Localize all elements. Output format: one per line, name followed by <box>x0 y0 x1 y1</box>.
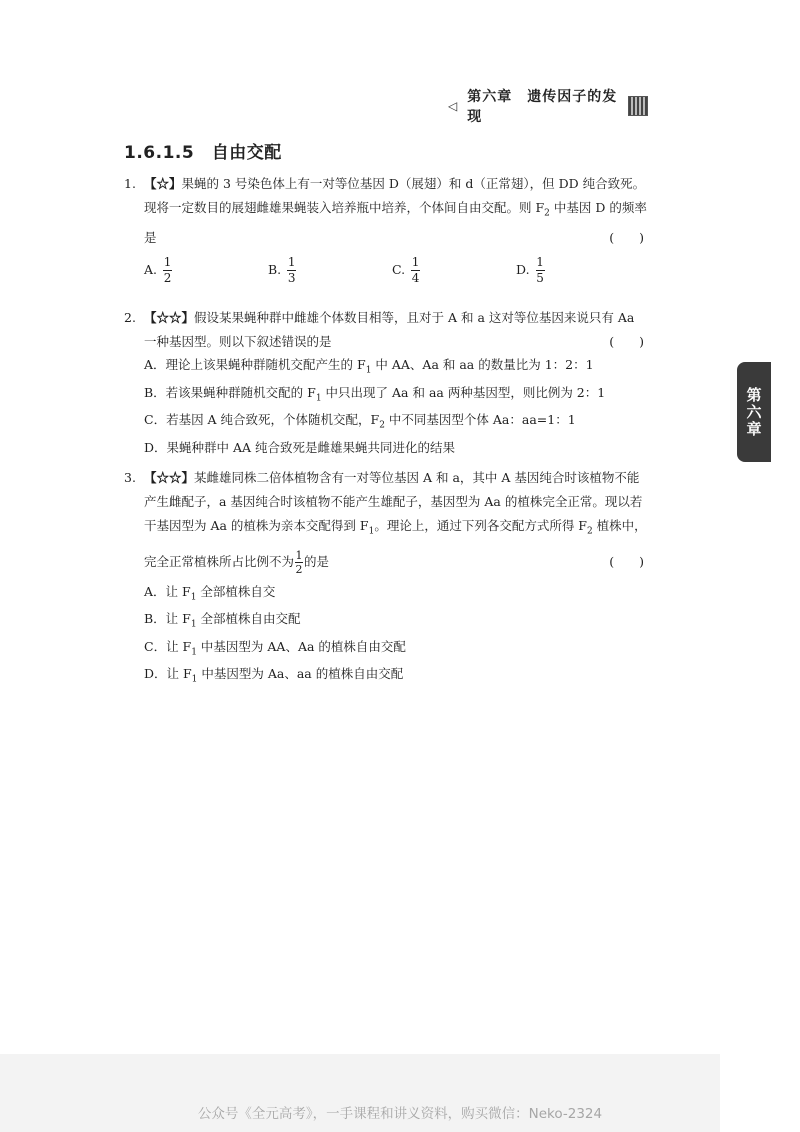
fraction-numerator: 1 <box>295 548 303 562</box>
fraction-numerator: 1 <box>287 254 296 269</box>
side-tab-label: 第六章 <box>744 386 763 438</box>
fraction-numerator: 1 <box>163 254 172 269</box>
chapter-title: 第六章 遗传因子的发现 <box>467 89 618 125</box>
triangle-marker-icon: ◁ <box>448 99 458 113</box>
option-d: D．果蝇种群中 AA 纯合致死是雌雄果蝇共同进化的结果 <box>144 439 456 455</box>
question-2 <box>124 306 644 459</box>
fraction <box>295 550 303 575</box>
fraction-numerator: 1 <box>536 254 544 269</box>
fraction-denominator: 5 <box>536 270 544 285</box>
difficulty-stars: 【☆】 <box>144 176 182 191</box>
option-label: B. <box>268 262 282 277</box>
option-c: C．若基因 A 纯合致死，个体随机交配，$F_2$ 中不同基因型个体 Aa：aa=1：1 <box>144 412 576 431</box>
question-text: 假设某果蝇种群中雌雄个体数目相等，且对于 A 和 a 这对等位基因来说只有 Aa <box>194 310 635 325</box>
question-number: 1. <box>124 176 136 191</box>
option-c <box>392 256 420 285</box>
chapter-header <box>448 89 648 125</box>
question-text: 某雌雄同株二倍体植物含有一对等位基因 A 和 a，其中 A 基因纯合时该植物不能 <box>194 470 640 485</box>
question-text: 产生雌配子，a 基因纯合时该植物不能产生雄配子，基因型为 Aa 的植株完全正常。现以若 <box>144 494 643 509</box>
option-a <box>144 256 172 285</box>
option-b <box>268 256 296 285</box>
fraction-denominator: 2 <box>295 562 303 576</box>
question-text: 是 <box>144 229 157 245</box>
question-1 <box>124 172 647 292</box>
options-row <box>124 256 644 292</box>
option-label: C. <box>392 262 406 277</box>
option-c: C．让 $F_1$ 中基因型为 AA、Aa 的植株自由交配 <box>144 638 406 657</box>
chapter-side-tab <box>737 362 771 462</box>
fraction-numerator: 1 <box>411 254 420 269</box>
qr-code-icon <box>628 96 648 116</box>
question-number: 2. <box>124 310 136 325</box>
option-b: B．让 $F_1$ 全部植株自由交配 <box>144 611 301 630</box>
question-text: 现将一定数目的展翅雌雄果蝇装入培养瓶中培养，个体间自由交配。则 F <box>144 200 545 215</box>
fraction-denominator: 4 <box>411 270 420 285</box>
option-a: A．让 $F_1$ 全部植株自交 <box>144 583 276 602</box>
question-text: 一种基因型。则以下叙述错误的是 <box>144 334 332 349</box>
question-text: 中基因 D 的频率 <box>549 200 647 215</box>
footer-watermark-text: 公众号《全元高考》，一手课程和讲义资料，购买微信：Neko-2324 <box>197 1106 603 1122</box>
option-a: A．理论上该果蝇种群随机交配产生的 $F_1$ 中 AA、Aa 和 aa 的数量比为 1：2：1 <box>144 357 594 376</box>
fraction-denominator: 3 <box>287 270 296 285</box>
option-d: D．让 $F_1$ 中基因型为 Aa、aa 的植株自由交配 <box>144 666 404 685</box>
fraction-denominator: 2 <box>163 270 172 285</box>
difficulty-stars: 【☆☆】 <box>144 470 195 485</box>
option-label: D. <box>516 262 530 277</box>
fraction <box>536 256 545 285</box>
answer-blank: ( ) <box>609 334 644 349</box>
option-b: B．若该果蝇种群随机交配的 $F_1$ 中只出现了 Aa 和 aa 两种基因型，则比例为 2：1 <box>144 384 606 403</box>
answer-blank: ( ) <box>609 553 644 569</box>
answer-blank: ( ) <box>609 229 644 245</box>
question-3: 3. 【☆☆】某雌雄同株二倍体植物含有一对等位基因 A 和 a，其中 A 基因纯合时该植物不能 产生雌配子，a 基因纯合时该植物不能产生雄配子，基因型为 Aa 的植株完全正常。现以若 干基因型为 Aa 的植株为亲本交配得到 $F_1$。理论上，通过下列各交配方式所得 $F_2$ 植株中， 完全正常植株所占比例不为 $\frac{1}{2}$ 的是 ( ) A．让 $F_1$ 全部植株自交 B．让 $F_1$ 全部植株自由交配 C．让 $F_1$ 中基因型为 AA、Aa 的植株自由交配 D．让 $F_1$ 中基因型为 Aa、aa 的植株自由交配 <box>124 466 644 691</box>
fraction <box>163 256 172 285</box>
fraction <box>287 256 296 285</box>
option-label: A. <box>144 262 158 277</box>
option-d <box>516 256 545 285</box>
question-text: 果蝇的 3 号染色体上有一对等位基因 D（展翅）和 d（正常翅），但 DD 纯合致死。 <box>181 176 646 191</box>
section-title: 1.6.1.5 自由交配 <box>124 143 282 163</box>
fraction <box>411 256 420 285</box>
question-number: 3. <box>124 470 136 485</box>
difficulty-stars: 【☆☆】 <box>144 310 195 325</box>
subscript: 2 <box>544 208 550 219</box>
